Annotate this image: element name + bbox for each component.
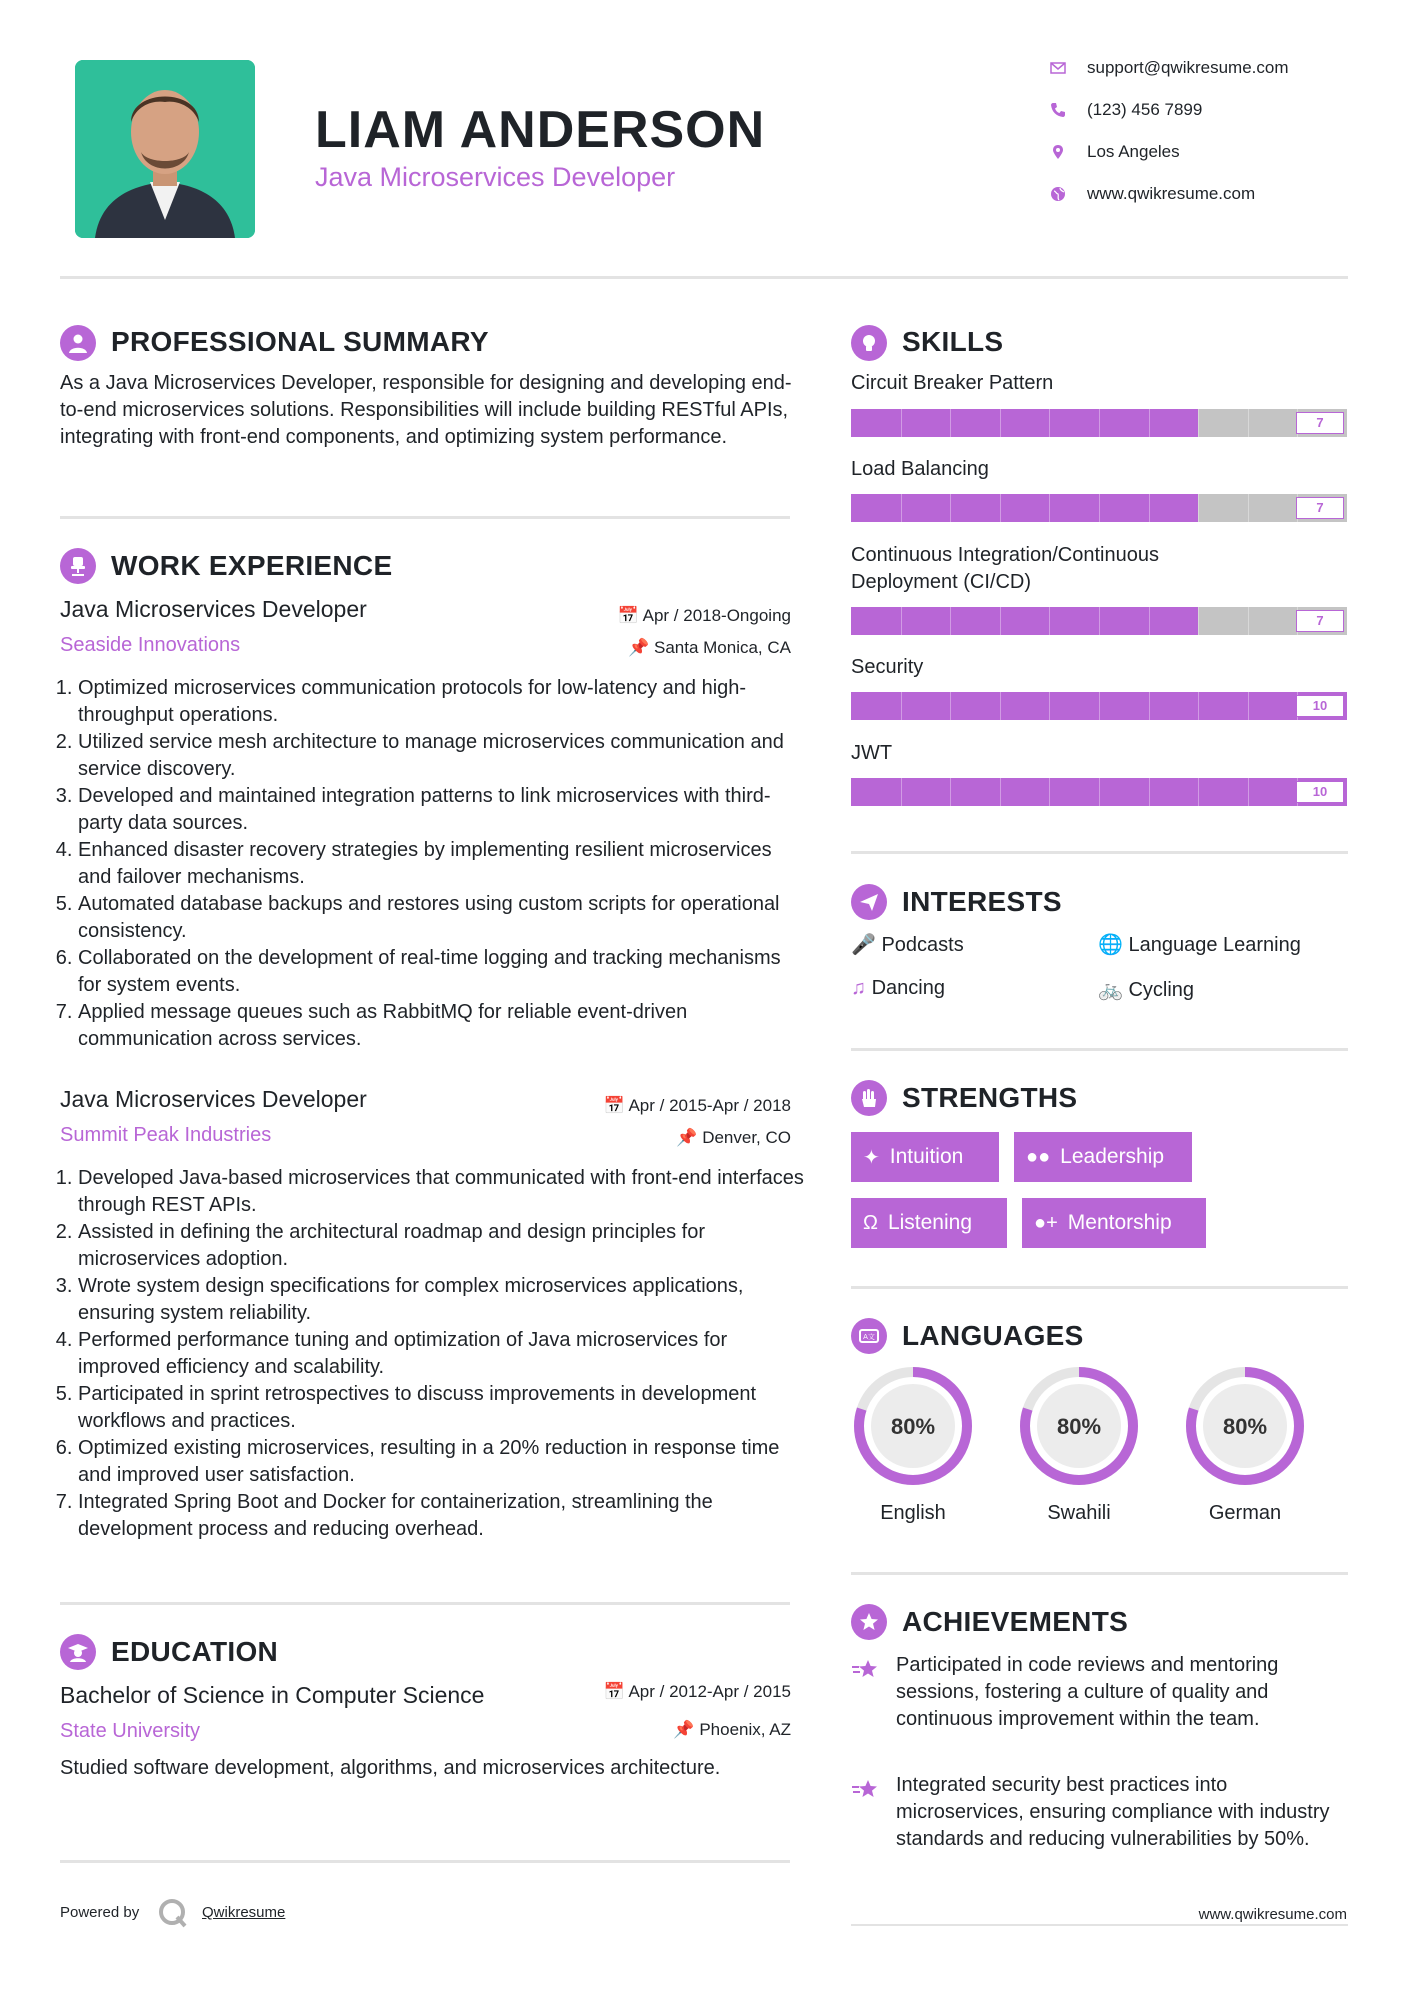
- lightbulb-icon: [858, 332, 880, 354]
- svg-text:A文: A文: [863, 1333, 875, 1341]
- bar-segment-tick: [1248, 409, 1249, 437]
- list-item: 2. Assisted in defining the architectural roadmap and design principles for microservices adoption.: [78, 1219, 808, 1273]
- bar-segment-tick: [1198, 692, 1199, 720]
- headphones-icon: Ω: [863, 1211, 878, 1234]
- strength-mentorship: [1022, 1198, 1206, 1248]
- education-location: [673, 1720, 791, 1740]
- strength-mentorship-label: Mentorship: [1067, 1211, 1172, 1234]
- job-2-dates: [603, 1096, 791, 1116]
- summary-divider: [60, 516, 790, 519]
- education-divider: [60, 1860, 790, 1863]
- languages-section-icon: [851, 1318, 887, 1354]
- paper-plane-icon: [858, 891, 880, 913]
- experience-section-icon: [60, 548, 96, 584]
- education-location-text: Phoenix, AZ: [699, 1720, 791, 1739]
- bar-segment-tick: [1049, 607, 1050, 635]
- language-2-label: Swahili: [1047, 1502, 1111, 1524]
- job-1-title: Java Microservices Developer: [60, 596, 367, 622]
- star-icon: [851, 1658, 881, 1690]
- job-1-company: Seaside Innovations: [60, 634, 241, 656]
- candidate-name: LIAM ANDERSON: [315, 101, 766, 159]
- music-note-icon: ♫: [851, 977, 866, 999]
- users-icon: ●●: [1026, 1145, 1051, 1168]
- bar-segment-tick: [1198, 409, 1199, 437]
- skill-1-bar: [851, 409, 1347, 437]
- bar-segment-tick: [1149, 778, 1150, 806]
- map-pin-icon: [1050, 144, 1066, 160]
- interests-heading: INTERESTS: [902, 886, 1062, 917]
- list-item: 7. Integrated Spring Boot and Docker for containerization, streamlining the development process and reducing overhead.: [78, 1489, 808, 1543]
- interests-divider: [851, 1048, 1348, 1051]
- list-item: 3. Wrote system design specifications for complex microservices applications, ensuring system reliability.: [78, 1273, 808, 1327]
- skill-5-score: 10: [1296, 781, 1344, 803]
- office-chair-icon: [67, 555, 89, 577]
- education-dates: [603, 1682, 791, 1702]
- qwikresume-link[interactable]: Qwikresume: [202, 1904, 286, 1921]
- list-item: 4. Performed performance tuning and optimization of Java microservices for improved efficiency and scalability.: [78, 1327, 808, 1381]
- bar-segment-tick: [1049, 409, 1050, 437]
- skill-2-label: Load Balancing: [851, 458, 989, 480]
- job-2-duties: [60, 1165, 808, 1543]
- job-1-dates-text: Apr / 2018-Ongoing: [642, 606, 791, 625]
- strengths-divider: [851, 1286, 1348, 1289]
- interest-cycling-label: Cycling: [1128, 979, 1195, 1001]
- language-2-percent: 80%: [1056, 1414, 1102, 1439]
- calendar-icon: 📅: [603, 1096, 625, 1115]
- skills-heading: SKILLS: [902, 326, 1004, 357]
- education-degree: Bachelor of Science in Computer Science: [60, 1682, 485, 1708]
- pushpin-icon: 📌: [673, 1720, 695, 1739]
- microphone-icon: 🎤: [851, 934, 876, 956]
- achievement-2: Integrated security best practices into microservices, ensuring compliance with industry standards and reducing vulnerabilities by 50%.: [896, 1774, 1330, 1850]
- list-item: 6. Optimized existing microservices, resulting in a 20% reduction in response time and improved user satisfaction.: [78, 1435, 808, 1489]
- calendar-icon: 📅: [617, 606, 639, 625]
- bar-segment-tick: [1198, 607, 1199, 635]
- skill-2-score: 7: [1296, 497, 1344, 519]
- bar-segment-tick: [1049, 692, 1050, 720]
- achievements-heading: ACHIEVEMENTS: [902, 1606, 1129, 1637]
- skill-4-score: 10: [1296, 695, 1344, 717]
- star-icon: [851, 1778, 881, 1809]
- footer-divider: [851, 1924, 1348, 1926]
- bar-segment-tick: [950, 409, 951, 437]
- bicycle-icon: 🚲: [1098, 979, 1123, 1001]
- interest-podcasts-label: Podcasts: [881, 934, 964, 956]
- bar-segment-tick: [1248, 692, 1249, 720]
- skill-3-fill: [851, 607, 1198, 635]
- bar-segment-tick: [1049, 494, 1050, 522]
- list-item: 1. Developed Java-based microservices that communicated with front-end interfaces through REST APIs.: [78, 1165, 808, 1219]
- qwikresume-logo-icon: [158, 1898, 188, 1928]
- language-3-gauge: [1183, 1364, 1307, 1488]
- list-item: 3. Developed and maintained integration patterns to link microservices with third-party data sources.: [78, 783, 808, 837]
- strength-listening-label: Listening: [887, 1211, 973, 1234]
- bar-segment-tick: [901, 409, 902, 437]
- bar-segment-tick: [1099, 692, 1100, 720]
- skill-3-score: 7: [1296, 610, 1344, 632]
- summary-heading: PROFESSIONAL SUMMARY: [111, 326, 489, 357]
- job-2-title: Java Microservices Developer: [60, 1086, 367, 1112]
- strengths-heading: STRENGTHS: [902, 1082, 1078, 1113]
- interest-dancing: [851, 977, 945, 1000]
- translate-icon: [858, 1325, 880, 1347]
- language-2-gauge: [1017, 1364, 1141, 1488]
- pushpin-icon: 📌: [676, 1128, 698, 1147]
- summary-section-icon: [60, 325, 96, 361]
- list-item: 1. Optimized microservices communication protocols for low-latency and high-throughput operations.: [78, 675, 808, 729]
- skill-4-bar: [851, 692, 1347, 720]
- skill-5-label: JWT: [851, 742, 893, 764]
- bar-segment-tick: [901, 692, 902, 720]
- profile-photo: [75, 60, 255, 238]
- job-2-dates-text: Apr / 2015-Apr / 2018: [628, 1096, 791, 1115]
- strength-intuition: [851, 1132, 999, 1182]
- bar-segment-tick: [1149, 409, 1150, 437]
- bar-segment-tick: [1099, 409, 1100, 437]
- job-1-duties: [60, 675, 808, 1053]
- strength-intuition-label: Intuition: [889, 1145, 964, 1168]
- bar-segment-tick: [1000, 778, 1001, 806]
- bar-segment-tick: [1000, 692, 1001, 720]
- globe-icon: [1050, 186, 1066, 202]
- strengths-section-icon: [851, 1080, 887, 1116]
- achievements-section-icon: [851, 1604, 887, 1640]
- user-icon: [67, 332, 89, 354]
- bar-segment-tick: [1049, 778, 1050, 806]
- candidate-role: Java Microservices Developer: [315, 162, 676, 192]
- list-item: 2. Utilized service mesh architecture to manage microservices communication and service discovery.: [78, 729, 808, 783]
- skill-1-label: Circuit Breaker Pattern: [851, 372, 1054, 394]
- bar-segment-tick: [950, 778, 951, 806]
- bar-segment-tick: [1099, 778, 1100, 806]
- strength-listening: [851, 1198, 1007, 1248]
- raised-hand-icon: [858, 1087, 880, 1109]
- interest-language-learning: [1098, 932, 1301, 957]
- skill-2-fill: [851, 494, 1198, 522]
- header-divider: [60, 276, 1348, 279]
- interest-podcasts: [851, 932, 964, 957]
- skill-3-bar: [851, 607, 1347, 635]
- bar-segment-tick: [1000, 494, 1001, 522]
- bar-segment-tick: [1248, 607, 1249, 635]
- summary-text: As a Java Microservices Developer, responsible for designing and developing end-to-end microservices solutions. Responsibilities will include building RESTful APIs, integrating with front-end components, and optimizing system performance.: [60, 372, 792, 448]
- bar-segment-tick: [1000, 409, 1001, 437]
- languages-heading: LANGUAGES: [902, 1320, 1084, 1351]
- interests-section-icon: [851, 884, 887, 920]
- user-plus-icon: ●+: [1034, 1211, 1058, 1234]
- bar-segment-tick: [1149, 494, 1150, 522]
- bar-segment-tick: [1248, 778, 1249, 806]
- envelope-icon: [1050, 60, 1066, 76]
- contact-email-text: support@qwikresume.com: [1087, 58, 1289, 77]
- pushpin-icon: 📌: [628, 638, 650, 657]
- achievement-1: Participated in code reviews and mentoring sessions, fostering a culture of quality and continuous improvement within the team.: [896, 1654, 1279, 1730]
- powered-by-label: Powered by: [60, 1904, 140, 1921]
- skills-divider: [851, 851, 1348, 854]
- languages-divider: [851, 1572, 1348, 1575]
- list-item: 5. Automated database backups and restores using custom scripts for operational consistency.: [78, 891, 808, 945]
- language-1-label: English: [880, 1502, 946, 1524]
- skill-5-bar: [851, 778, 1347, 806]
- strength-leadership-label: Leadership: [1060, 1145, 1165, 1168]
- avatar-icon: [75, 60, 255, 238]
- star-icon: [858, 1611, 880, 1633]
- magic-wand-icon: ✦: [863, 1146, 880, 1169]
- language-1-gauge: [851, 1364, 975, 1488]
- job-2-company: Summit Peak Industries: [60, 1124, 272, 1146]
- job-2-location: [676, 1128, 791, 1148]
- job-1-location-text: Santa Monica, CA: [653, 638, 791, 657]
- job-2-location-text: Denver, CO: [702, 1128, 791, 1147]
- bar-segment-tick: [1198, 778, 1199, 806]
- list-item: 4. Enhanced disaster recovery strategies by implementing resilient microservices and failover mechanisms.: [78, 837, 808, 891]
- education-dates-text: Apr / 2012-Apr / 2015: [628, 1682, 791, 1701]
- job-1-dates: [618, 606, 791, 626]
- language-3-percent: 80%: [1222, 1414, 1268, 1439]
- bar-segment-tick: [1099, 607, 1100, 635]
- job-1-location: [628, 638, 791, 658]
- bar-segment-tick: [901, 607, 902, 635]
- language-3-label: German: [1208, 1502, 1282, 1524]
- interest-language-learning-label: Language Learning: [1128, 934, 1301, 956]
- skill-1-fill: [851, 409, 1198, 437]
- bar-segment-tick: [1149, 692, 1150, 720]
- bar-segment-tick: [1000, 607, 1001, 635]
- strength-leadership: [1014, 1132, 1192, 1182]
- contact-phone-text: (123) 456 7899: [1087, 100, 1203, 119]
- bar-segment-tick: [950, 607, 951, 635]
- skill-2-bar: [851, 494, 1347, 522]
- list-item: 5. Participated in sprint retrospectives to discuss improvements in development workflows and practices.: [78, 1381, 808, 1435]
- experience-heading: WORK EXPERIENCE: [111, 550, 393, 581]
- bar-segment-tick: [1198, 494, 1199, 522]
- contact-location-text: Los Angeles: [1087, 142, 1180, 161]
- footer-website[interactable]: www.qwikresume.com: [1198, 1906, 1347, 1923]
- interest-cycling: [1098, 977, 1194, 1002]
- globe-icon: 🌐: [1098, 934, 1123, 956]
- education-section-icon: [60, 1634, 96, 1670]
- education-school: State University: [60, 1720, 201, 1742]
- bar-segment-tick: [901, 494, 902, 522]
- interest-dancing-label: Dancing: [871, 977, 945, 999]
- bar-segment-tick: [950, 692, 951, 720]
- bar-segment-tick: [1248, 494, 1249, 522]
- skill-3-label: Continuous Integration/Continuous Deployment (CI/CD): [851, 544, 1159, 593]
- education-heading: EDUCATION: [111, 1636, 279, 1667]
- skill-4-label: Security: [851, 656, 924, 678]
- list-item: 7. Applied message queues such as RabbitMQ for reliable event-driven communication across services.: [78, 999, 808, 1053]
- list-item: 6. Collaborated on the development of real-time logging and tracking mechanisms for system events.: [78, 945, 808, 999]
- skill-1-score: 7: [1296, 412, 1344, 434]
- bar-segment-tick: [901, 778, 902, 806]
- experience-divider: [60, 1602, 790, 1605]
- calendar-icon: 📅: [603, 1682, 625, 1701]
- graduate-icon: [67, 1641, 89, 1663]
- bar-segment-tick: [950, 494, 951, 522]
- language-1-percent: 80%: [890, 1414, 936, 1439]
- bar-segment-tick: [1149, 607, 1150, 635]
- contact-website-text: www.qwikresume.com: [1087, 184, 1256, 203]
- phone-icon: [1050, 102, 1066, 118]
- skills-section-icon: [851, 325, 887, 361]
- education-text: Studied software development, algorithms, and microservices architecture.: [60, 1757, 721, 1779]
- bar-segment-tick: [1099, 494, 1100, 522]
